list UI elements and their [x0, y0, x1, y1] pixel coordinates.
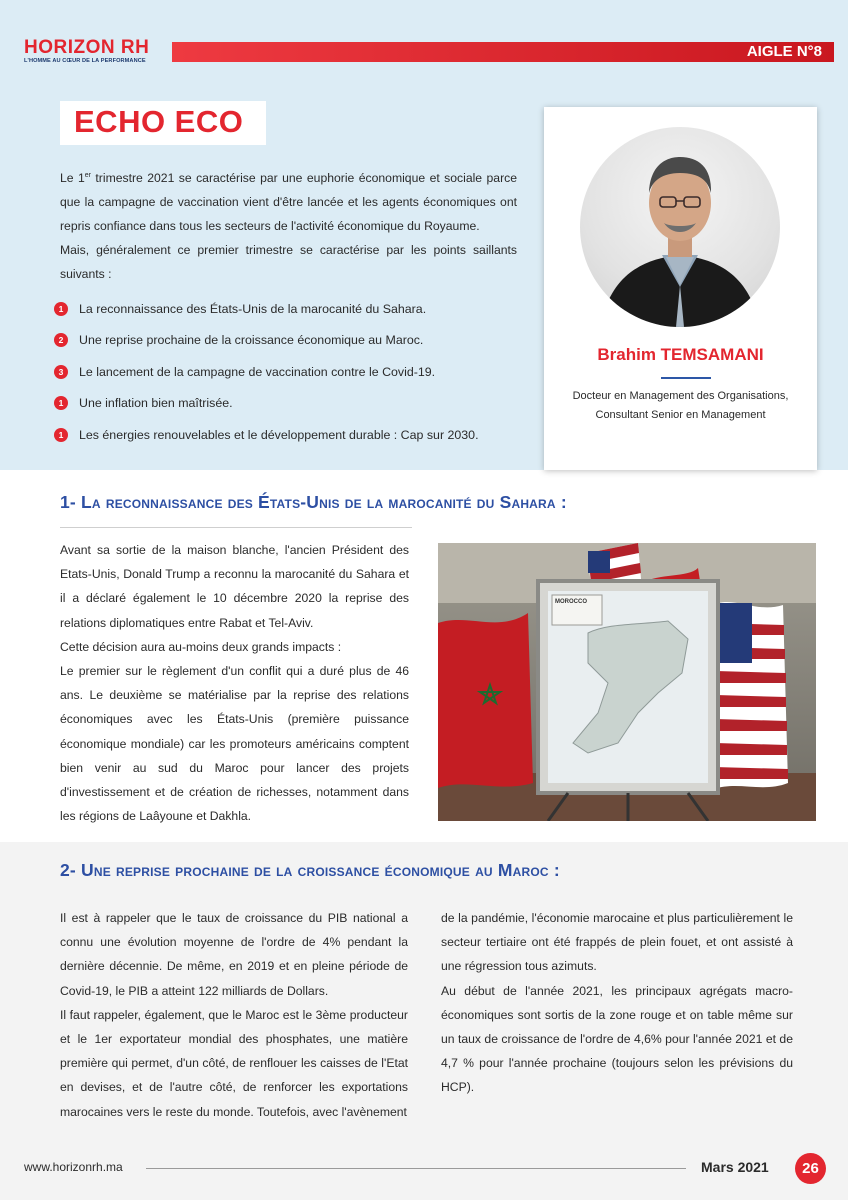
horizon-rh-logo[interactable]	[24, 38, 149, 64]
number-badge: 3	[54, 365, 68, 379]
section-2-right-column: de la pandémie, l'économie marocaine et plus particulièrement le secteur tertiaire ont été frappés de plein fouet, et ont assisté à une régression tous azimuts. Au début de l'année 2021, les principaux agrégats macro-économiques sont sortis de la zone rouge et on table même sur un taux de croissance de l'ordre de 4,6% pour l'année 2021 et de 4,7 % pour l'année prochaine (toujours selon les prévisions du HCP).	[441, 911, 793, 1095]
map-title: MOROCCO	[555, 599, 587, 605]
issue-date: Mars 2021	[701, 1159, 769, 1175]
logo-tagline: L'HOMME AU CŒUR DE LA PERFORMANCE	[24, 58, 146, 64]
author-name: Brahim TEMSAMANI	[597, 345, 764, 364]
header-bar	[172, 42, 834, 62]
section-2-left-column: Il est à rappeler que le taux de croissance du PIB national a connu une évolution moyenne de l'ordre de 4% pendant la dernière décennie. De même, en 2019 et en pleine période de Covid-19, le PIB a atteint 122 milliards de Dollars. Il faut rappeler, également, que le Maroc est le 3ème producteur et le 1er exportateur mondial des phosphates, une matière première qui permet, d'un côté, de renflouer les caisses de l'Etat en devises, et de l'autre côté, de renforcer les exportations marocaines vers le reste du monde. Toutefois, avec l'avènement	[60, 911, 408, 1119]
section-1-heading: 1- La reconnaissance des États-Unis de la marocanité du Sahara :	[60, 492, 567, 512]
list-item: 1 Les énergies renouvelables et le développement durable : Cap sur 2030.	[54, 419, 524, 451]
section-2-heading: 2- Une reprise prochaine de la croissance économique au Maroc :	[60, 860, 560, 880]
list-item: 1 La reconnaissance des États-Unis de la marocanité du Sahara.	[54, 293, 524, 325]
number-badge: 1	[54, 396, 68, 410]
list-item: 2 Une reprise prochaine de la croissance économique au Maroc.	[54, 325, 524, 357]
author-portrait	[580, 127, 780, 327]
number-badge: 1	[54, 302, 68, 316]
section-title: ECHO ECO	[74, 104, 244, 139]
intro-paragraph-2: Mais, généralement ce premier trimestre se caractérise par les points saillants suivants :	[60, 243, 517, 281]
footer-divider	[146, 1168, 686, 1169]
portrait-illustration	[580, 127, 780, 327]
issue-label: AIGLE N°8	[746, 43, 822, 60]
number-badge: 1	[54, 428, 68, 442]
key-points-list	[54, 293, 524, 451]
divider	[661, 377, 711, 379]
logo-rh: RH	[115, 37, 150, 58]
section-1-body: Avant sa sortie de la maison blanche, l'ancien Président des Etats-Unis, Donald Trump a reconnu la marocanité du Sahara et il a déclaré également le 10 décembre 2020 la reprise des relations diplomatiques entre Rabat et Tel-Aviv. Cette décision aura au-moins deux grands impacts : Le premier sur le règlement d'un conflit qui a duré plus de 46 ans. Le deuxième se matérialise par la reprise des relations économiques avec les États-Unis (première puissance économique mondiale) car les promoteurs américains comptent bien venir au sud du Maroc pour lancer des projets d'investissement et de création de richesses, notamment dans les régions de Laâyoune et Dakhla.	[60, 543, 409, 824]
intro-paragraph-1: Le 1er trimestre 2021 se caractérise par une euphorie économique et sociale parce que la campagne de vaccination vient d'être lancée et les agents économiques ont repris confiance dans tous les secteurs de l'activité économique du Royaume.	[60, 171, 517, 233]
page-number: 26	[795, 1153, 826, 1184]
divider	[60, 527, 412, 528]
logo-wordmark: HORIZON	[24, 37, 116, 58]
website-link[interactable]: www.horizonrh.ma	[24, 1160, 123, 1174]
intro-text	[60, 166, 517, 286]
author-role: Docteur en Management des Organisations, Consultant Senior en Management	[572, 390, 789, 421]
number-badge: 2	[54, 333, 68, 347]
author-card	[544, 107, 817, 470]
photo-illustration	[438, 543, 816, 821]
flags-and-map-photo	[438, 543, 816, 821]
list-item: 3 Le lancement de la campagne de vaccination contre le Covid-19.	[54, 356, 524, 388]
list-item: 1 Une inflation bien maîtrisée.	[54, 388, 524, 420]
